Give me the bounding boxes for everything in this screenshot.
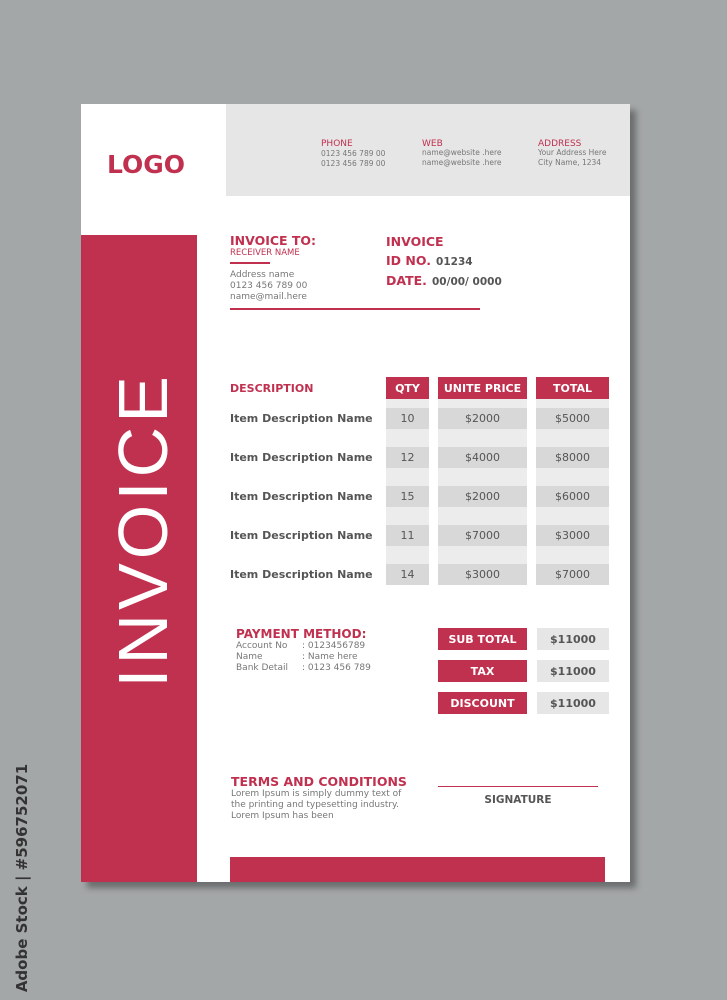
header-unit-price: UNITE PRICE (438, 377, 527, 399)
header-total: TOTAL (536, 377, 609, 399)
terms-title: TERMS AND CONDITIONS (231, 774, 407, 789)
header-qty: QTY (386, 377, 429, 399)
divider (230, 308, 480, 310)
payment-value: : 0123456789 (302, 641, 366, 651)
item-description: Item Description Name (230, 568, 373, 581)
contact-web (422, 139, 502, 168)
side-title: INVOICE (104, 372, 182, 688)
table-cell: $2000 (438, 486, 527, 507)
payment-label: Name (236, 652, 263, 662)
divider (230, 262, 270, 264)
header-description: DESCRIPTION (230, 382, 314, 395)
table-cell: $3000 (438, 564, 527, 585)
invoice-to-title: INVOICE TO: (230, 233, 317, 248)
contact-line: City Name, 1234 (538, 158, 602, 167)
total-label: TAX (438, 660, 527, 682)
contact-label: ADDRESS (538, 139, 582, 149)
id-label: ID NO. (386, 253, 431, 268)
stock-watermark: Adobe Stock | #596752071 (13, 763, 31, 993)
total-column (536, 399, 609, 585)
payment-value: : 0123 456 789 (302, 663, 371, 673)
item-description: Item Description Name (230, 451, 373, 464)
table-cell: $8000 (536, 447, 609, 468)
payment-title: PAYMENT METHOD: (236, 627, 367, 641)
terms (231, 774, 407, 822)
terms-line: the printing and typesetting industry. (231, 800, 399, 810)
price-column (438, 399, 527, 585)
payment-row (236, 641, 371, 652)
table-cell: 11 (386, 525, 429, 546)
date-value: 00/00/ 0000 (432, 276, 502, 288)
item-description: Item Description Name (230, 490, 373, 503)
contact-line: 0123 456 789 00 (321, 149, 386, 158)
contact-label: WEB (422, 139, 443, 149)
total-value: $11000 (537, 692, 609, 714)
signature-line (438, 786, 598, 787)
footer-bar (230, 857, 605, 882)
contact-line: name@website .here (422, 148, 502, 157)
table-cell: $3000 (536, 525, 609, 546)
payment-label: Account No (236, 641, 288, 651)
table-cell: 12 (386, 447, 429, 468)
table-cell: $5000 (536, 408, 609, 429)
table-cell: $6000 (536, 486, 609, 507)
total-label: DISCOUNT (438, 692, 527, 714)
contact-label: PHONE (321, 139, 353, 149)
address-line: 0123 456 789 00 (230, 281, 308, 291)
terms-line: Lorem Ipsum has been (231, 811, 334, 821)
contact-phone (321, 139, 385, 169)
contact-address (538, 139, 606, 168)
total-value: $11000 (537, 660, 609, 682)
payment-value: : Name here (302, 652, 358, 662)
contact-line: 0123 456 789 00 (321, 159, 386, 168)
address-line: name@mail.here (230, 292, 307, 302)
logo: LOGO (107, 150, 186, 179)
table-cell: $7000 (438, 525, 527, 546)
qty-column (386, 399, 429, 585)
invoice-info (386, 233, 502, 291)
total-label: SUB TOTAL (438, 628, 527, 650)
payment-method (236, 627, 371, 674)
contact-line: name@website .here (422, 158, 502, 167)
item-description: Item Description Name (230, 529, 373, 542)
total-value: $11000 (537, 628, 609, 650)
table-cell: 10 (386, 408, 429, 429)
signature-label: SIGNATURE (484, 794, 552, 806)
receiver-name: RECEIVER NAME (230, 248, 300, 258)
table-cell: 15 (386, 486, 429, 507)
invoice-to (230, 233, 316, 303)
contact-line: Your Address Here (538, 148, 607, 157)
id-value: 01234 (436, 256, 473, 268)
address-line: Address name (230, 270, 295, 280)
payment-row (236, 663, 371, 674)
payment-label: Bank Detail (236, 663, 288, 673)
table-cell: 14 (386, 564, 429, 585)
table-cell: $2000 (438, 408, 527, 429)
payment-row (236, 652, 371, 663)
date-label: DATE. (386, 273, 427, 288)
table-cell: $7000 (536, 564, 609, 585)
item-description: Item Description Name (230, 412, 373, 425)
table-cell: $4000 (438, 447, 527, 468)
invoice-info-title: INVOICE (386, 234, 444, 249)
terms-line: Lorem Ipsum is simply dummy text of (231, 789, 402, 799)
